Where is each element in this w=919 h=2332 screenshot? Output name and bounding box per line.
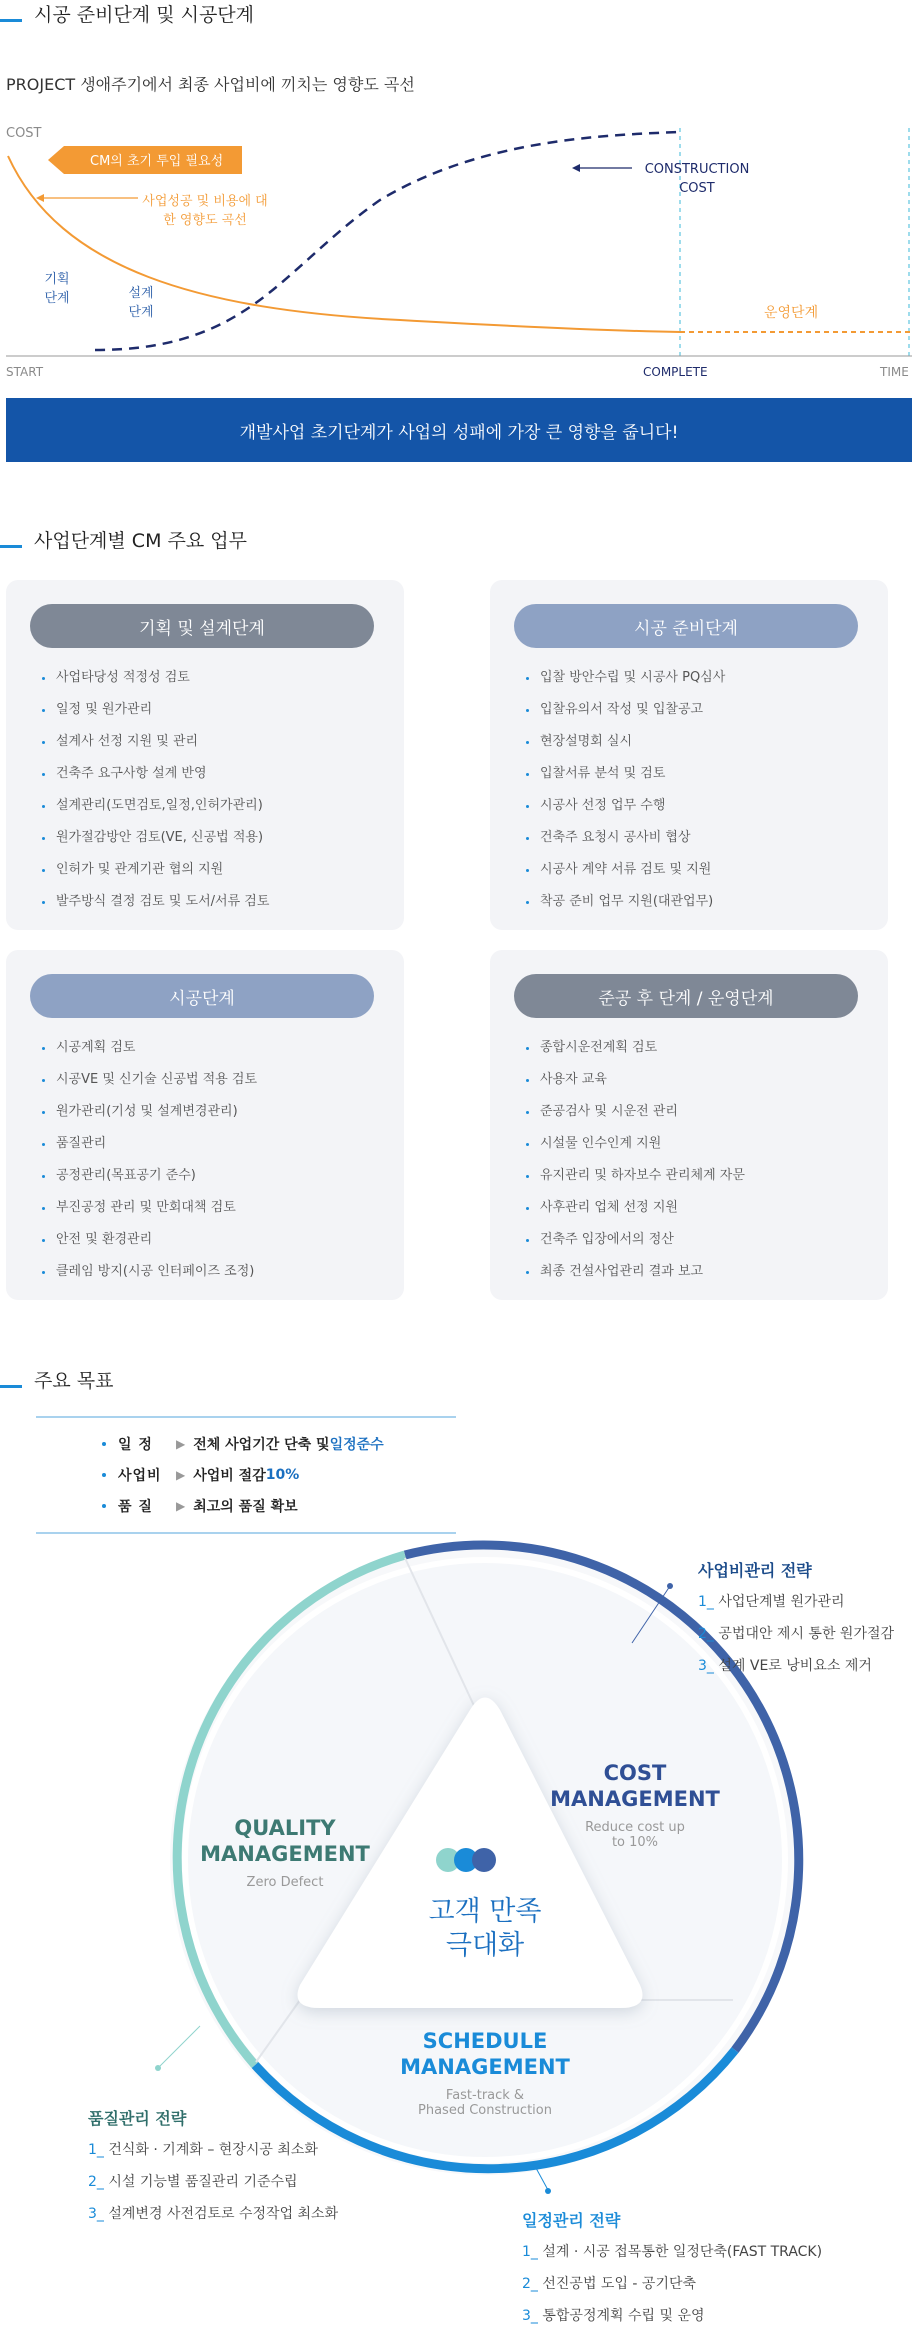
goal-desc: 사업비 절감 <box>193 1467 266 1484</box>
list-item: 사업타당성 적정성 검토 <box>42 662 269 694</box>
list-item: 유지관리 및 하자보수 관리체계 자문 <box>526 1160 745 1192</box>
strategy-num: 1_ <box>88 2142 104 2158</box>
list-item: 일정 및 원가관리 <box>42 694 269 726</box>
strategy-item <box>522 2268 822 2300</box>
section-title-construction <box>0 0 254 27</box>
schedule-pointer-dot <box>545 2188 551 2194</box>
quality-title: QUALITY <box>234 1816 336 1840</box>
quality-strategy <box>88 2104 338 2230</box>
cost-title: COST <box>603 1761 667 1785</box>
x-complete-label: COMPLETE <box>643 365 708 379</box>
strategy-text: 공법대안 제시 통한 원가절감 <box>718 1626 895 1642</box>
x-time-label: TIME <box>880 365 909 379</box>
list-item: 착공 준비 업무 지원(대관업무) <box>526 886 725 918</box>
quality-pointer-line <box>158 2026 200 2068</box>
cost-pointer-dot <box>667 1583 673 1589</box>
list-item: 현장설명회 실시 <box>526 726 725 758</box>
curve-note: 사업성공 및 비용에 대한 영향도 곡선 <box>142 194 268 228</box>
card-post-completion <box>490 950 888 1300</box>
list-item: 클레임 방지(시공 인터페이즈 조정) <box>42 1256 257 1288</box>
play-arrow-icon: ▶ <box>176 1467 186 1482</box>
strategy-num: 1_ <box>698 1594 714 1610</box>
quality-label <box>200 1815 370 1890</box>
info-banner-text: 개발사업 초기단계가 사업의 성패에 가장 큰 영향을 줍니다! <box>239 422 679 443</box>
center-dot <box>472 1848 496 1872</box>
card-header-pill: 시공 준비단계 <box>514 604 858 648</box>
list-item: 최종 건설사업관리 결과 보고 <box>526 1256 745 1288</box>
list-item: 원가절감방안 검토(VE, 신공법 적용) <box>42 822 269 854</box>
strategy-num: 3_ <box>88 2206 104 2222</box>
strategy-item <box>88 2134 338 2166</box>
strategy-num: 3_ <box>698 1658 714 1674</box>
strategy-num: 2_ <box>522 2276 538 2292</box>
goal-cost <box>102 1459 384 1490</box>
cost-sub: Reduce cost up <box>585 1820 685 1835</box>
card-header-pill: 기획 및 설계단계 <box>30 604 374 648</box>
task-list <box>42 662 269 918</box>
cost-axis-label: COST <box>6 126 42 141</box>
strategy-text: 설계 · 시공 접목통한 일정단축(FAST TRACK) <box>542 2244 823 2260</box>
stage-design-label: 설계 단계 <box>128 286 154 320</box>
section-title-text: 시공 준비단계 및 시공단계 <box>34 4 255 26</box>
strategy-item <box>698 1586 894 1618</box>
strategy-title: 사업비관리 전략 <box>698 1561 812 1580</box>
construction-cost-label: CONSTRUCTION COST <box>644 162 750 196</box>
stage-plan-label: 기획 단계 <box>44 272 70 306</box>
goal-quality <box>102 1490 384 1521</box>
list-item: 시공사 선정 업무 수행 <box>526 790 725 822</box>
goals-list <box>102 1428 384 1521</box>
operation-stage-label: 운영단계 <box>764 305 819 321</box>
play-arrow-icon: ▶ <box>176 1498 186 1513</box>
list-item: 안전 및 환경관리 <box>42 1224 257 1256</box>
strategy-text: 설계변경 사전검토로 수정작업 최소화 <box>108 2206 339 2222</box>
strategy-item <box>522 2236 822 2268</box>
list-item: 입찰유의서 작성 및 입찰공고 <box>526 694 725 726</box>
goals-box <box>36 1416 456 1534</box>
strategy-item <box>88 2198 338 2230</box>
quality-title-2: MANAGEMENT <box>200 1842 370 1866</box>
list-item: 준공검사 및 시운전 관리 <box>526 1096 745 1128</box>
strategy-title: 품질관리 전략 <box>88 2109 187 2128</box>
list-item: 사용자 교육 <box>526 1064 745 1096</box>
cm-badge-text: CM의 초기 투입 필요성 <box>90 154 224 169</box>
list-item: 품질관리 <box>42 1128 257 1160</box>
task-list <box>42 1032 257 1288</box>
card-construction-prep <box>490 580 888 930</box>
center-text-line2: 극대화 <box>445 1930 525 1961</box>
schedule-sub-2: Phased Construction <box>418 2103 552 2118</box>
title-accent-bar <box>0 1385 22 1388</box>
influence-curve <box>8 156 680 332</box>
strategy-text: 설계 VE로 낭비요소 제거 <box>718 1658 872 1674</box>
info-banner <box>6 398 912 462</box>
list-item: 공정관리(목표공기 준수) <box>42 1160 257 1192</box>
list-item: 인허가 및 관계기관 협의 지원 <box>42 854 269 886</box>
cost-strategy <box>698 1556 894 1682</box>
bullet-dot <box>102 1473 106 1477</box>
goal-desc: 전체 사업기간 단축 및 <box>193 1436 330 1453</box>
list-item: 발주방식 결정 검토 및 도서/서류 검토 <box>42 886 269 918</box>
goal-accent: 10% <box>265 1466 300 1483</box>
cost-title-2: MANAGEMENT <box>550 1787 720 1811</box>
title-accent-bar <box>0 19 22 22</box>
goal-key: 사업비 <box>118 1467 162 1484</box>
task-list <box>526 1032 745 1288</box>
list-item: 부진공정 관리 및 만회대책 검토 <box>42 1192 257 1224</box>
section-title-cm-tasks <box>0 526 247 553</box>
card-header-pill: 준공 후 단계 / 운영단계 <box>514 974 858 1018</box>
goal-key: 품 질 <box>118 1498 153 1515</box>
list-item: 설계관리(도면검토,일정,인허가관리) <box>42 790 269 822</box>
list-item: 원가관리(기성 및 설계변경관리) <box>42 1096 257 1128</box>
task-list <box>526 662 725 918</box>
list-item: 건축주 입장에서의 정산 <box>526 1224 745 1256</box>
list-item: 종합시운전계획 검토 <box>526 1032 745 1064</box>
strategy-text: 선진공법 도입 - 공기단축 <box>542 2276 697 2292</box>
strategy-text: 사업단계별 원가관리 <box>718 1594 845 1610</box>
center-text <box>385 1895 585 1963</box>
strategy-item <box>522 2300 822 2332</box>
list-item: 시공사 계약 서류 검토 및 지원 <box>526 854 725 886</box>
card-construction <box>6 950 404 1300</box>
strategy-text: 통합공정계획 수립 및 운영 <box>542 2308 705 2324</box>
strategy-num: 2_ <box>698 1626 714 1642</box>
schedule-title-2: MANAGEMENT <box>400 2055 570 2079</box>
strategy-item <box>698 1618 894 1650</box>
strategy-num: 3_ <box>522 2308 538 2324</box>
strategy-text: 건식화 · 기계화 – 현장시공 최소화 <box>108 2142 318 2158</box>
cost-arrowhead <box>572 164 580 172</box>
goal-key: 일 정 <box>118 1436 153 1453</box>
list-item: 시공VE 및 신기술 신공법 적용 검토 <box>42 1064 257 1096</box>
list-item: 건축주 요구사항 설계 반영 <box>42 758 269 790</box>
x-start-label: START <box>6 365 44 379</box>
strategy-num: 1_ <box>522 2244 538 2260</box>
strategy-item <box>88 2166 338 2198</box>
goal-schedule <box>102 1428 384 1459</box>
section-title-text: 주요 목표 <box>34 1370 114 1392</box>
schedule-strategy <box>522 2206 822 2332</box>
card-planning-design <box>6 580 404 930</box>
schedule-title: SCHEDULE <box>422 2029 548 2053</box>
list-item: 입찰서류 분석 및 검토 <box>526 758 725 790</box>
chart-subtitle: PROJECT 생애주기에서 최종 사업비에 끼치는 영향도 곡선 <box>6 75 415 94</box>
list-item: 시설물 인수인계 지원 <box>526 1128 745 1160</box>
quality-pointer-dot <box>155 2065 161 2071</box>
strategy-num: 2_ <box>88 2174 104 2190</box>
title-accent-bar <box>0 545 22 548</box>
list-item: 사후관리 업체 선정 지원 <box>526 1192 745 1224</box>
section-title-text: 사업단계별 CM 주요 업무 <box>34 530 247 552</box>
bullet-dot <box>102 1504 106 1508</box>
schedule-sub: Fast-track & <box>445 2088 525 2103</box>
list-item: 건축주 요청시 공사비 협상 <box>526 822 725 854</box>
list-item: 설계사 선정 지원 및 관리 <box>42 726 269 758</box>
strategy-item <box>698 1650 894 1682</box>
quality-sub: Zero Defect <box>246 1875 324 1890</box>
card-header-pill: 시공단계 <box>30 974 374 1018</box>
list-item: 시공계획 검토 <box>42 1032 257 1064</box>
strategy-text: 시설 기능별 품질관리 기준수립 <box>108 2174 298 2190</box>
schedule-pointer-line <box>536 2168 548 2190</box>
goal-desc: 최고의 품질 확보 <box>193 1498 298 1515</box>
schedule-label <box>385 2028 585 2118</box>
play-arrow-icon: ▶ <box>176 1436 186 1451</box>
cost-sub-2: to 10% <box>611 1835 659 1850</box>
section-title-goals <box>0 1366 113 1393</box>
strategy-title: 일정관리 전략 <box>522 2211 621 2230</box>
list-item: 입찰 방안수립 및 시공사 PQ심사 <box>526 662 725 694</box>
goal-accent: 일정준수 <box>329 1436 384 1453</box>
cost-label <box>545 1760 725 1850</box>
center-text-line1: 고객 만족 <box>428 1896 542 1927</box>
bullet-dot <box>102 1442 106 1446</box>
